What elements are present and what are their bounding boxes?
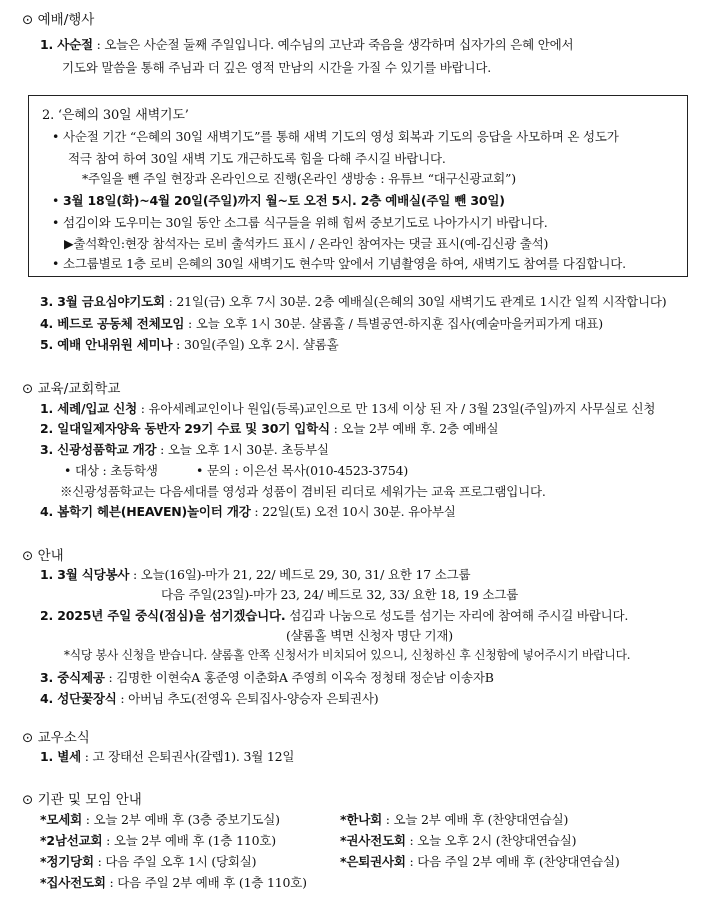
- notice-item-3: 3. 중식제공 : 김명한 이현숙A 홍준영 이춘화A 주영희 이옥숙 정청태 정순남 이송자B: [40, 670, 494, 685]
- group-item-mose: *모세회 : 오늘 2부 예배 후 (3층 중보기도실): [40, 812, 280, 827]
- education-contact: • 문의 : 이은선 목사(010-4523-3754): [196, 463, 409, 478]
- dawn-prayer-attendance: ▶출석확인:현장 참석자는 로비 출석카드 표시 / 온라인 참여자는 댓글 표시(예-김신광 출석): [64, 236, 549, 251]
- section-heading-members: ⊙ 교우소식: [22, 730, 90, 746]
- dawn-prayer-note: *주일을 뺀 주일 현장과 온라인으로 진행(온라인 생방송 : 유튜브 “대구신광교회”): [82, 171, 516, 186]
- education-item-2: 2. 일대일제자양육 동반자 29기 수료 및 30기 입학식 : 오늘 2부 예배 후. 2층 예배실: [40, 421, 499, 436]
- education-target: • 대상 : 초등학생: [64, 463, 158, 478]
- notice-item-1: 1. 3월 식당봉사 : 오늘(16일)-마가 21, 22/ 베드로 29, 30, 31/ 요한 17 소그룹: [40, 567, 471, 582]
- group-item-session: *정기당회 : 다음 주일 오후 1시 (당회실): [40, 854, 257, 869]
- section-heading-groups: ⊙ 기관 및 모임 안내: [22, 792, 142, 808]
- dawn-prayer-bullet-1-cont: 적극 참여 하여 30일 새벽 기도 개근하도록 힘을 다해 주시길 바랍니다.: [68, 151, 446, 166]
- group-item-hannah: *한나회 : 오늘 2부 예배 후 (찬양대연습실): [340, 812, 569, 827]
- dawn-prayer-bullet-3: • 섬김이와 도우미는 30일 동안 소그룹 식구들을 위해 힘써 중보기도로 나아가시기 바랍니다.: [52, 215, 548, 230]
- dawn-prayer-bullet-2: • 3월 18일(화)~4월 20일(주일)까지 월~토 오전 5시. 2층 예배실(주일 뺀 30일): [52, 193, 505, 208]
- group-item-men2: *2남선교회 : 오늘 2부 예배 후 (1층 110호): [40, 833, 276, 848]
- education-item-3: 3. 신광성품학교 개강 : 오늘 오후 1시 30분. 초등부실: [40, 442, 329, 457]
- group-item-retired-kwonsa: *은퇴권사회 : 다음 주일 2부 예배 후 (찬양대연습실): [340, 854, 620, 869]
- education-item-1: 1. 세례/입교 신청 : 유아세례교인이나 원입(등록)교인으로 만 13세 이상 된 자 / 3월 23일(주일)까지 사무실로 신청: [40, 401, 656, 416]
- education-item-4: 4. 봄학기 헤븐(HEAVEN)놀이터 개강 : 22일(토) 오전 10시 30분. 유아부실: [40, 504, 456, 519]
- worship-item-1-cont: 기도와 말씀을 통해 주님과 더 깊은 영적 만남의 시간을 가질 수 있기를 바랍니다.: [62, 60, 492, 75]
- dawn-prayer-bullet-4: • 소그룹별로 1층 로비 은혜의 30일 새벽기도 현수막 앞에서 기념촬영을 하여, 새벽기도 참여를 다짐합니다.: [52, 256, 626, 271]
- members-item-1: 1. 별세 : 고 장태선 은퇴권사(갈렙1). 3월 12일: [40, 749, 295, 764]
- section-heading-education: ⊙ 교육/교회학교: [22, 381, 121, 397]
- group-item-deacon: *집사전도회 : 다음 주일 2부 예배 후 (1층 110호): [40, 875, 307, 890]
- education-note: ※신광성품학교는 다음세대를 영성과 성품이 겸비된 리더로 세워가는 교육 프로그램입니다.: [60, 484, 546, 499]
- notice-item-2: 2. 2025년 주일 중식(점심)을 섬기겠습니다. 섬김과 나눔으로 성도를 섬기는 자리에 참여해 주시길 바랍니다.: [40, 608, 629, 623]
- group-item-kwonsa: *권사전도회 : 오늘 오후 2시 (찬양대연습실): [340, 833, 577, 848]
- notice-item-1-cont: 다음 주일(23일)-마가 23, 24/ 베드로 32, 33/ 요한 18, 19 소그룹: [161, 587, 519, 602]
- dawn-prayer-title: 2. ‘은혜의 30일 새벽기도’: [42, 108, 189, 123]
- section-heading-notice: ⊙ 안내: [22, 548, 64, 564]
- worship-item-1: 1. 사순절 : 오늘은 사순절 둘째 주일입니다. 예수님의 고난과 죽음을 생각하며 십자가의 은혜 안에서: [40, 37, 574, 52]
- worship-item-5: 5. 예배 안내위원 세미나 : 30일(주일) 오후 2시. 샬롬홀: [40, 337, 339, 352]
- notice-item-4: 4. 성단꽃장식 : 아버님 추도(전영옥 은퇴집사-양승자 은퇴권사): [40, 691, 379, 706]
- notice-note: *식당 봉사 신청을 받습니다. 샬롬홀 안쪽 신청서가 비치되어 있으니, 신청하신 후 신청함에 넣어주시기 바랍니다.: [64, 648, 631, 662]
- section-heading-worship: ⊙ 예배/행사: [22, 12, 95, 28]
- worship-item-4: 4. 베드로 공동체 전체모임 : 오늘 오후 1시 30분. 샬롬홀 / 특별공연-하지훈 집사(예술마을커피가게 대표): [40, 316, 603, 331]
- notice-item-2-cont: (샬롬홀 벽면 신청자 명단 기재): [286, 628, 453, 643]
- worship-item-3: 3. 3월 금요심야기도회 : 21일(금) 오후 7시 30분. 2층 예배실(은혜의 30일 새벽기도 관계로 1시간 일찍 시작합니다): [40, 294, 667, 309]
- dawn-prayer-bullet-1: • 사순절 기간 “은혜의 30일 새벽기도”를 통해 새벽 기도의 영성 회복과 기도의 응답을 사모하며 온 성도가: [52, 129, 619, 144]
